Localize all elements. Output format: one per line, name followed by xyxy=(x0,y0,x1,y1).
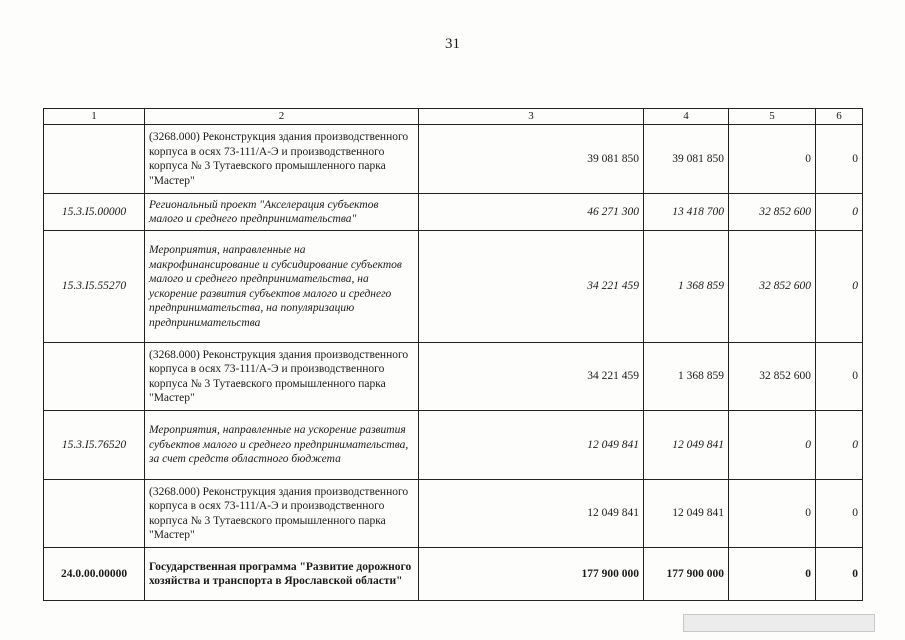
value-col-5: 32 852 600 xyxy=(729,194,816,231)
row-name: (3268.000) Реконструкция здания производственного корпуса в осях 73-111/А-Э и производственного корпуса № 3 Тутаевского промышленного парка "Мастер" xyxy=(145,125,419,194)
table-row xyxy=(44,194,863,231)
row-code: 24.0.00.00000 xyxy=(44,548,145,601)
column-header-1: 1 xyxy=(44,109,145,125)
value-col-3: 34 221 459 xyxy=(419,343,644,411)
table-row xyxy=(44,343,863,411)
value-col-3: 46 271 300 xyxy=(419,194,644,231)
value-col-3: 177 900 000 xyxy=(419,548,644,601)
value-col-5: 0 xyxy=(729,548,816,601)
value-col-3: 12 049 841 xyxy=(419,480,644,548)
row-code xyxy=(44,125,145,194)
row-code: 15.3.I5.76520 xyxy=(44,411,145,480)
row-code xyxy=(44,480,145,548)
value-col-6: 0 xyxy=(816,125,863,194)
column-header-4: 4 xyxy=(644,109,729,125)
value-col-4: 1 368 859 xyxy=(644,343,729,411)
value-col-6: 0 xyxy=(816,548,863,601)
row-name: Мероприятия, направленные на ускорение развития субъектов малого и среднего предпринимательства, за счет средств областного бюджета xyxy=(145,411,419,480)
row-code: 15.3.I5.55270 xyxy=(44,231,145,343)
value-col-5: 0 xyxy=(729,125,816,194)
row-name: (3268.000) Реконструкция здания производственного корпуса в осях 73-111/А-Э и производственного корпуса № 3 Тутаевского промышленного парка "Мастер" xyxy=(145,480,419,548)
value-col-4: 177 900 000 xyxy=(644,548,729,601)
value-col-6: 0 xyxy=(816,231,863,343)
value-col-6: 0 xyxy=(816,194,863,231)
value-col-4: 13 418 700 xyxy=(644,194,729,231)
value-col-4: 12 049 841 xyxy=(644,411,729,480)
value-col-5: 0 xyxy=(729,411,816,480)
column-header-5: 5 xyxy=(729,109,816,125)
value-col-4: 1 368 859 xyxy=(644,231,729,343)
row-name: Государственная программа "Развитие дорожного хозяйства и транспорта в Ярославской области" xyxy=(145,548,419,601)
column-header-3: 3 xyxy=(419,109,644,125)
row-code: 15.3.I5.00000 xyxy=(44,194,145,231)
column-header-2: 2 xyxy=(145,109,419,125)
value-col-4: 12 049 841 xyxy=(644,480,729,548)
value-col-4: 39 081 850 xyxy=(644,125,729,194)
table-row xyxy=(44,548,863,601)
table-row xyxy=(44,411,863,480)
value-col-5: 0 xyxy=(729,480,816,548)
value-col-3: 39 081 850 xyxy=(419,125,644,194)
value-col-5: 32 852 600 xyxy=(729,343,816,411)
page-number: 31 xyxy=(445,36,460,52)
budget-table xyxy=(43,108,863,601)
row-code xyxy=(44,343,145,411)
header-row xyxy=(44,109,863,125)
column-header-6: 6 xyxy=(816,109,863,125)
value-col-5: 32 852 600 xyxy=(729,231,816,343)
value-col-6: 0 xyxy=(816,343,863,411)
value-col-6: 0 xyxy=(816,411,863,480)
table-row xyxy=(44,480,863,548)
scan-stamp xyxy=(683,614,875,632)
table-row xyxy=(44,125,863,194)
row-name: Мероприятия, направленные на макрофинансирование и субсидирование субъектов малого и среднего предпринимательства, на ускорение развития субъектов малого и среднего предпринимательства, на популяризацию предпринимательства xyxy=(145,231,419,343)
value-col-6: 0 xyxy=(816,480,863,548)
table-row xyxy=(44,231,863,343)
row-name: Региональный проект "Акселерация субъектов малого и среднего предпринимательства" xyxy=(145,194,419,231)
row-name: (3268.000) Реконструкция здания производственного корпуса в осях 73-111/А-Э и производственного корпуса № 3 Тутаевского промышленного парка "Мастер" xyxy=(145,343,419,411)
value-col-3: 34 221 459 xyxy=(419,231,644,343)
value-col-3: 12 049 841 xyxy=(419,411,644,480)
